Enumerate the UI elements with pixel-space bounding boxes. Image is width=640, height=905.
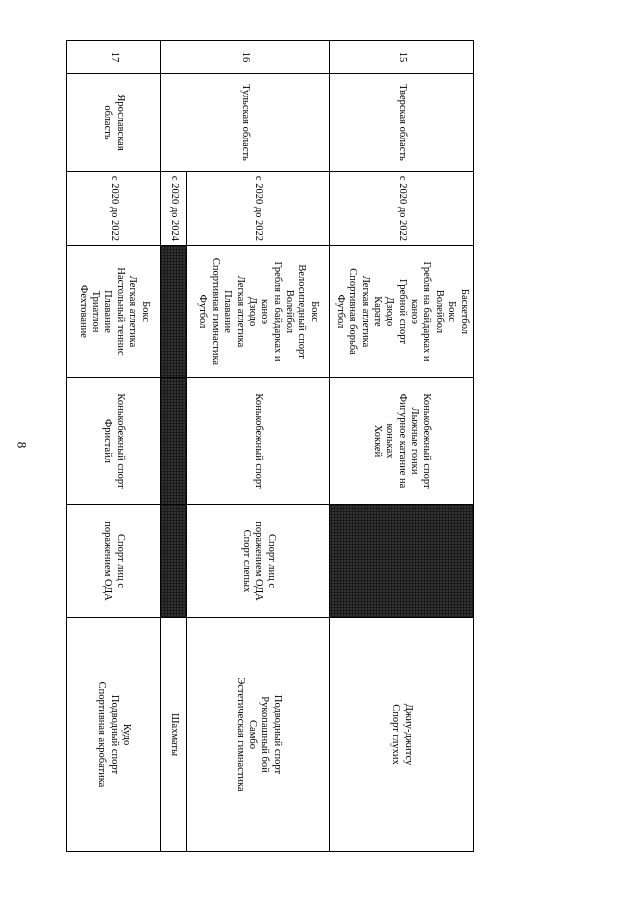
list-item: Гребной спорт xyxy=(396,278,408,344)
list-item: Спорт лиц с поражением ОДА xyxy=(253,521,277,601)
list-item: Гребля на байдарках и каноэ xyxy=(259,261,283,362)
list-item: Баскетбол xyxy=(458,288,470,335)
region-cell: Тверская область xyxy=(330,74,474,172)
rotated-table-container xyxy=(67,40,474,851)
table-row xyxy=(67,41,161,852)
list-item: Карате xyxy=(371,296,383,327)
list-item: Легкая атлетика xyxy=(127,275,139,348)
list-item: Хоккей xyxy=(371,424,383,458)
list-item: Спорт слепых xyxy=(240,529,252,593)
adaptive-sports-cell xyxy=(187,505,330,618)
winter-sports-cell xyxy=(187,378,330,505)
list-item: Волейбол xyxy=(433,289,445,334)
table-stage xyxy=(67,40,474,851)
list-item: Плавание xyxy=(102,290,114,333)
other-sports-cell xyxy=(67,618,161,852)
list-item: Конькобежный спорт xyxy=(114,393,126,489)
region-cell: Тульская область xyxy=(161,74,330,172)
list-item: Бокс xyxy=(446,301,458,322)
period-cell: с 2020 до 2024 xyxy=(161,172,187,246)
row-number: 15 xyxy=(330,41,474,74)
summer-sports-cell xyxy=(187,246,330,378)
list-item: Волейбол xyxy=(284,289,296,334)
list-item: Легкая атлетика xyxy=(234,275,246,348)
period-cell: с 2020 до 2022 xyxy=(187,172,330,246)
list-item: Спорт лиц с поражением ОДА xyxy=(102,521,126,601)
list-item: Велосипедный спорт xyxy=(296,264,308,359)
row-number: 17 xyxy=(67,41,161,74)
winter-sports-cell xyxy=(161,378,187,505)
list-item: Дзюдо xyxy=(247,296,258,327)
list-item: Лыжные гонки xyxy=(409,407,421,475)
period-cell: с 2020 до 2022 xyxy=(67,172,161,246)
list-item: Гребля на байдарках и каноэ xyxy=(409,261,433,362)
other-sports-cell xyxy=(187,618,330,852)
list-item: Плавание xyxy=(222,290,234,333)
summer-sports-cell xyxy=(161,246,187,378)
adaptive-sports-cell xyxy=(161,505,187,618)
region-cell: Ярославская область xyxy=(67,74,161,172)
list-item: Эстетическая гимнастика xyxy=(234,677,246,792)
list-item: Подводный спорт xyxy=(108,694,120,775)
table-row xyxy=(330,41,474,852)
other-sports-cell xyxy=(330,618,474,852)
list-item: Самбо xyxy=(247,720,258,749)
winter-sports-cell xyxy=(330,378,474,505)
list-item: Фристайл xyxy=(102,418,114,464)
adaptive-sports-cell xyxy=(330,505,474,618)
list-item: Легкая атлетика xyxy=(359,275,371,348)
list-item: Спортивная гимнастика xyxy=(209,257,221,366)
list-item: Настольный теннис xyxy=(114,267,126,356)
list-item: Спортивная акробатика xyxy=(96,681,108,788)
summer-sports-cell xyxy=(67,246,161,378)
summer-sports-cell xyxy=(330,246,474,378)
winter-sports-cell xyxy=(67,378,161,505)
list-item: Кудо xyxy=(121,723,133,746)
list-item: Спорт глухих xyxy=(390,704,402,765)
adaptive-sports-cell xyxy=(67,505,161,618)
row-number: 16 xyxy=(161,41,330,74)
other-sports-cell: Шахматы xyxy=(161,618,187,852)
list-item: Конькобежный спорт xyxy=(253,393,265,489)
list-item: Триатлон xyxy=(90,290,102,333)
list-item: Бокс xyxy=(308,301,320,322)
list-item: Фехтование xyxy=(77,285,89,338)
list-item: Футбол xyxy=(334,294,346,329)
list-item: Фигурное катание на коньках xyxy=(384,393,408,489)
list-item: Бокс xyxy=(139,301,151,322)
list-item: Джиу-джитсу xyxy=(402,703,414,766)
list-item: Спортивная борьба xyxy=(347,268,359,355)
list-item: Подводный спорт xyxy=(271,694,283,775)
table-row xyxy=(187,41,330,852)
sports-regions-table xyxy=(66,40,474,852)
period-cell: с 2020 до 2022 xyxy=(330,172,474,246)
list-item: Дзюдо xyxy=(384,296,396,327)
list-item: Футбол xyxy=(197,294,209,329)
list-item: Конькобежный спорт xyxy=(421,393,433,489)
page-number: 8 xyxy=(14,441,30,449)
list-item: Рукопашный бой xyxy=(259,696,271,773)
